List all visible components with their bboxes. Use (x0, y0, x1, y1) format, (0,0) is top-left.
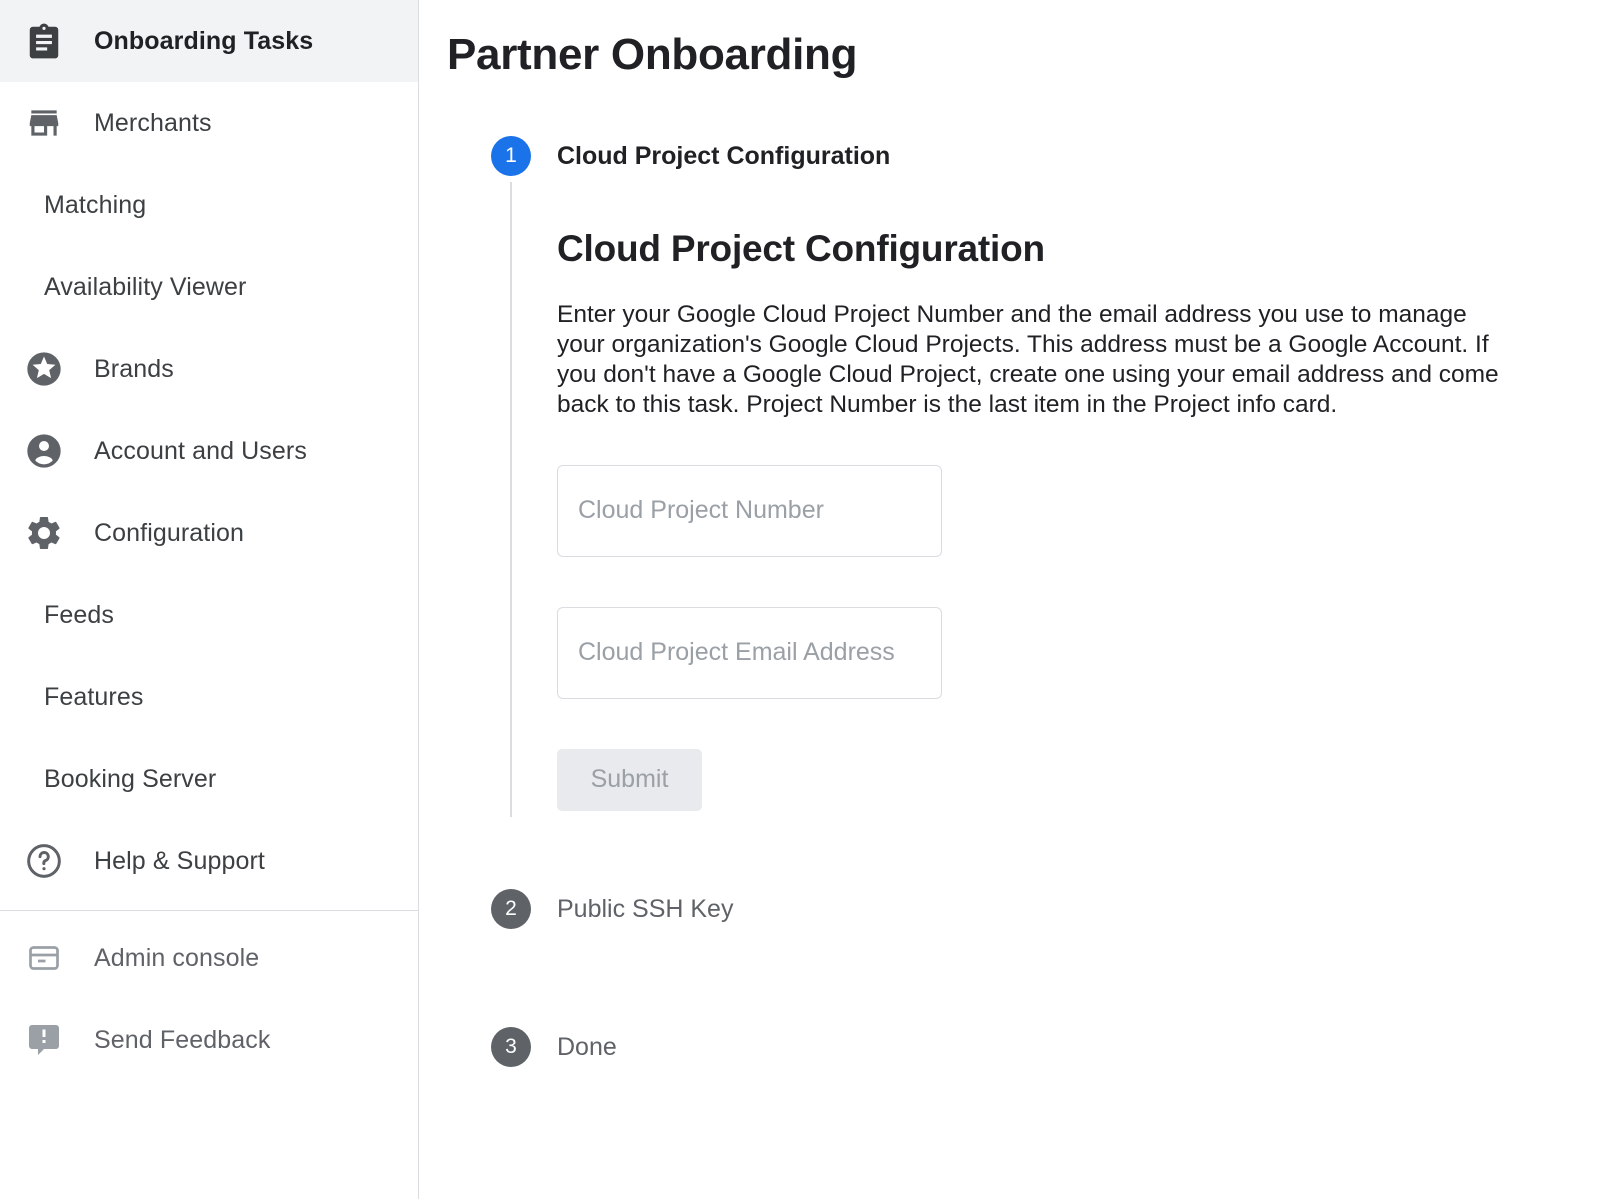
person-icon (22, 429, 66, 473)
sidebar-item-label: Merchants (94, 108, 212, 137)
main-content (419, 0, 1600, 1199)
feedback-icon (22, 1018, 66, 1062)
stepper-spacer-1 (491, 811, 1600, 889)
stepper-spacer-2 (491, 929, 1600, 1027)
sidebar-item-label: Features (44, 682, 144, 711)
sidebar-divider (0, 910, 418, 911)
sidebar-item-label: Admin console (94, 943, 260, 972)
sidebar-item-brands[interactable] (0, 328, 418, 410)
cloud-project-number-input[interactable] (557, 465, 942, 557)
submit-button[interactable]: Submit (557, 749, 702, 811)
sidebar-item-onboarding-tasks[interactable] (0, 0, 418, 82)
help-icon (22, 839, 66, 883)
card-title: Cloud Project Configuration (557, 228, 1045, 269)
sidebar (0, 0, 419, 1199)
admin-console-icon (22, 936, 66, 980)
sidebar-item-merchants[interactable] (0, 82, 418, 164)
step-2-label[interactable]: Public SSH Key (557, 894, 734, 923)
step-1-label: Cloud Project Configuration (557, 142, 891, 170)
step-1-badge: 1 (491, 136, 531, 176)
step-connector-line (510, 182, 512, 817)
sidebar-item-label: Account and Users (94, 436, 307, 465)
sidebar-item-booking-server[interactable] (0, 738, 418, 820)
sidebar-item-label: Configuration (94, 518, 245, 547)
step-3-label[interactable]: Done (557, 1032, 617, 1061)
gear-icon (22, 511, 66, 555)
sidebar-item-matching[interactable] (0, 164, 418, 246)
sidebar-item-features[interactable] (0, 656, 418, 738)
sidebar-item-label: Availability Viewer (44, 272, 247, 301)
step-3-badge: 3 (491, 1027, 531, 1067)
sidebar-item-availability-viewer[interactable] (0, 246, 418, 328)
sidebar-item-send-feedback[interactable] (0, 999, 418, 1081)
sidebar-item-configuration[interactable] (0, 492, 418, 574)
step-done (491, 1027, 1600, 1067)
card-description: Enter your Google Cloud Project Number and the email address you use to manage your organization's Google Cloud Projects. This address must be a Google Account. If you don't have a Google Cloud Project, create one using your email address and come back to this task. Project Number is the last item in the Project info card. (557, 301, 1499, 419)
sidebar-item-label: Matching (44, 190, 147, 219)
store-icon (22, 101, 66, 145)
step-2-badge: 2 (491, 889, 531, 929)
onboarding-stepper (491, 136, 1600, 1067)
sidebar-item-account-and-users[interactable] (0, 410, 418, 492)
step-public-ssh-key (491, 889, 1600, 929)
clipboard-icon (22, 19, 66, 63)
star-icon (22, 347, 66, 391)
sidebar-item-feeds[interactable] (0, 574, 418, 656)
sidebar-item-label: Onboarding Tasks (94, 26, 314, 55)
sidebar-item-label: Send Feedback (94, 1025, 271, 1054)
cloud-project-email-input[interactable] (557, 607, 942, 699)
sidebar-item-label: Booking Server (44, 764, 217, 793)
sidebar-item-label: Help & Support (94, 846, 265, 875)
step-1-body (557, 176, 1600, 811)
step-cloud-project-configuration (491, 136, 1600, 811)
sidebar-item-admin-console[interactable] (0, 917, 418, 999)
sidebar-item-label: Brands (94, 354, 174, 383)
sidebar-item-help-and-support[interactable] (0, 820, 418, 902)
page-title: Partner Onboarding (447, 30, 858, 79)
sidebar-item-label: Feeds (44, 600, 114, 629)
